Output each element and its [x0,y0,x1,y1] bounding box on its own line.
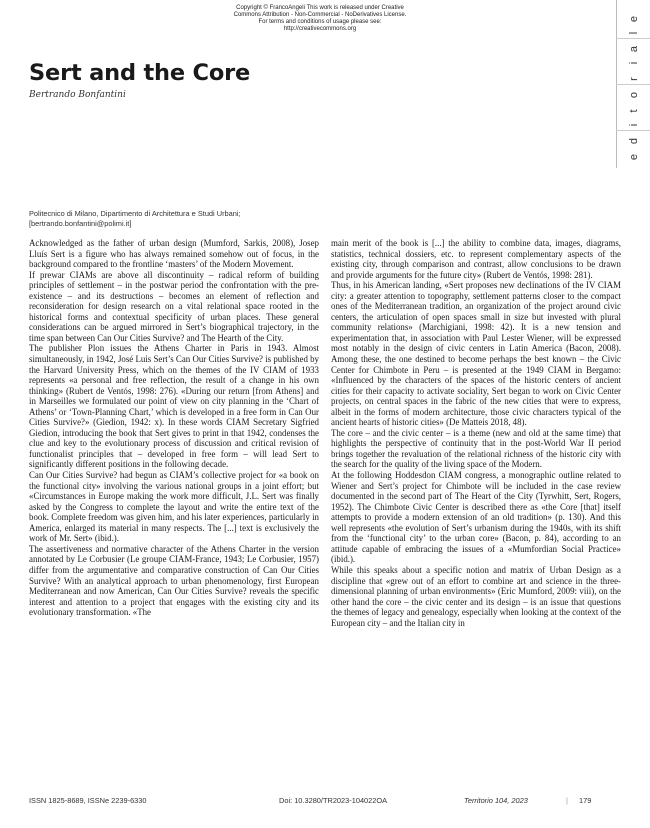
sidebar-letter: i [628,61,640,65]
body-paragraph: While this speaks about a specific notion and matrix of Urban Design as a discipline that «grew out of an effort to combine art and science in the three-dimensional planning of urban environments» (Eric Mumford, 2009: viii), on the other hand the core – the civic center and its design – is an issue that questions the themes of legacy and genealogy, especially when looking at the context of the European city – and the Italian city in [331,564,621,628]
article-author: Bertrando Bonfantini [29,90,126,100]
copyright-notice [190,5,450,33]
sidebar-letter: e [628,15,640,23]
body-paragraph: Thus, in his American landing, «Sert proposes new declinations of the IV CIAM city: a greater attention to topography, settlement patterns closer to the compact ones of the Mediterranean tradition, an organization of the project around civic centers, the articulation of open spaces small in size but invested with plural community relations» (Marchigiani, 1998: 42). It is a new tension and experimentation that, in association with Paul Lester Wiener, will be expressed most notably in the design of civic centers in Latin America (Bacon, 2008). Among these, the one destined to become perhaps the best known – the Civic Center for Chimbote in Peru – is presented at the 1949 CIAM in Bergamo: «Influenced by the characters of the spaces of the historic centers of ancient cities for their capacity to activate sociality, Sert began to work on Civic Center projects, on central spaces in the fabric of the new cities that were to express, albeit in the forms of modern architecture, those civic characters typical of the ancient hearts of historic cities» (De Matteis 2018, 48). [331,280,621,428]
body-paragraph: The assertiveness and normative character of the Athens Charter in the version annotated by Le Corbusier (Le groupe CIAM-France, 1943; Le Corbusier, 1957) differ from the argumentative and comparative construction of Can Our Cities Survive? With an analytical approach to urban phenomenology, first European Mediterranean and now American, Can Our Cities Survive? reveals the specific interest and attention to a project that engages with the existing city and its evolutionary transformation. «The [29,543,319,618]
article-title: Sert and the Core [29,60,251,86]
footer-doi[interactable]: Doi: 10.3280/TR2023-104022OA [279,796,388,805]
body-paragraph: The publisher Plon issues the Athens Charter in Paris in 1943. Almost simultaneously, in 1942, José Luis Sert’s Can Our Cities Survive? is published by the Harvard University Press, which on the themes of the IV CIAM of 1933 represents «a personal and free reflection, the result of a change in his own thinking» (Rubert de Ventós, 1998: 276). «During our return [from Athens] and in Marseilles we formulated our point of view on city planning in the ‘Chart of Athens’ or ‘Town-Planning Chart,’ which is developed in a free form in Can Our Cities Survive?» (Giedion, 1942: x). In these words CIAM Secretary Sigfried Giedion, introducing the book that Sert gives to print in that 1942, condenses the clue and key to the evolutionary process of discussion and critical revision of functionalist principles that – developed in free form – will lead Sert to significantly different positions in the following decade. [29,343,319,470]
body-paragraph: At the following Hoddesdon CIAM congress, a monographic outline related to Wiener and Sert’s project for Chimbote will be included in the case review documented in the second part of The Heart of the City (Tyrwhitt, Sert, Rogers, 1952). The Chimbote Civic Center is described there as «the Core [that] itself attempts to provide a modern extension of an old tradition» (p. 130). And this well represents «the evolution of Sert’s urbanism during the 1940s, with its shift from the ‘functional city’ to the urban core» (Bacon, p. 84), according to an attitude capable of embracing the issues of a «Mumfordian Social Practice» (ibid.). [331,470,621,565]
author-affiliation [29,209,241,229]
affiliation-email[interactable]: [bertrando.bonfantini@polimi.it] [29,219,132,228]
sidebar-letter: t [628,109,640,113]
body-paragraph: main merit of the book is [...] the ability to combine data, images, diagrams, statistics, technical dossiers, etc. to represent complementary aspects of the existing city, through comparison and contrast, allow conclusions to be drawn and provide arguments for the future city» (Rubert de Ventós, 1998: 281). [331,238,621,280]
copyright-line: Copyright © FrancoAngeli This work is released under Creative [236,5,404,11]
affiliation-institution: Politecnico di Milano, Dipartimento di Architettura e Studi Urbani; [29,209,241,218]
body-column-right [331,238,621,628]
body-paragraph: Can Our Cities Survive? had begun as CIAM’s collective project for «a book on the functional city» involving the various national groups in a joint effort; but «Circumstances in Europe making the work more difficult, J.L. Sert was finally asked by the Congress to complete the layout and write the entire text of the book. Complete freedom was given him, and his later experiences, particularly in America, enlarged its material in many respects. The [...] text is exclusively the work of Mr. Sert» (ibid.). [29,470,319,544]
footer-issn: ISSN 1825-8689, ISSNe 2239-6330 [29,796,147,805]
copyright-line: For terms and conditions of usage please see: [258,19,382,25]
footer-journal: Territorio 104, 2023 [464,796,528,805]
sidebar-letter: l [628,31,640,35]
sidebar-letter: i [628,123,640,127]
sidebar-letter: a [628,45,640,53]
body-column-left [29,238,319,618]
section-sidebar [616,0,650,170]
sidebar-letter: r [628,77,640,81]
copyright-line: Commons Attribution - Non-Commercial - NoDerivatives License. [233,12,407,18]
sidebar-letter: e [628,153,640,161]
body-paragraph: The core – and the civic center – is a theme (new and old at the same time) that highlights the perspective of continuity that in the post-World War II period brings together the revaluation of the relational richness of the historic city with the search for the quality of the living space of the Modern. [331,427,621,470]
body-paragraph: If prewar CIAMs are above all discontinuity – radical reform of building principles of settlement – in the postwar period the confrontation with the pre-existence – and its destructions – becomes an element of reflection and reconsideration for design research on a vital relational space rooted in the historical forms and contextual specificity of urban places. These general considerations can be argued mirrored in Sert’s biographical trajectory, in the time span between Can Our Cities Survive? and The Hearth of the City. [29,269,319,343]
copyright-link[interactable]: http://creativecommons.org [283,26,357,32]
footer-separator: | [566,796,568,805]
body-paragraph: Acknowledged as the father of urban design (Mumford, Sarkis, 2008), Josep Lluís Sert is a figure who has always remained somehow out of focus, in the background compared to the frontline ‘masters’ of the Modern Movement. [29,238,319,270]
page-number: 179 [579,796,592,805]
sidebar-letter: d [628,137,640,145]
sidebar-letter: o [628,91,640,99]
